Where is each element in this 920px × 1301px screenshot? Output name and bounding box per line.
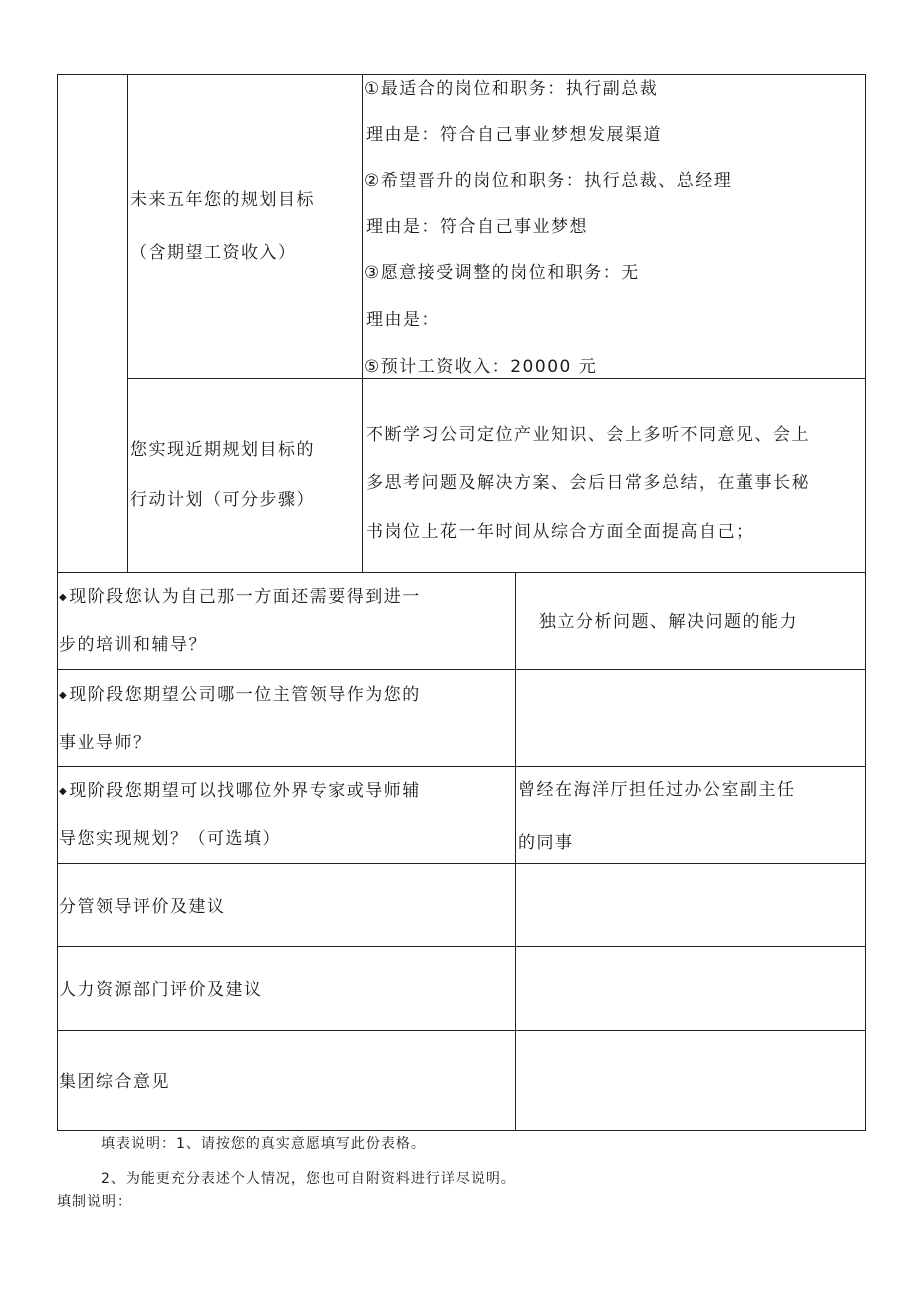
plan-line: 不断学习公司定位产业知识、会上多听不同意见、会上 [366, 425, 810, 445]
grid-line [57, 74, 58, 1131]
question-line: 事业导师？ [59, 733, 152, 753]
grid-line [865, 74, 866, 1131]
question-answer: 独立分析问题、解决问题的能力 [539, 612, 798, 632]
label-line: （含期望工资收入） [130, 243, 297, 263]
eval-label-hr: 人力资源部门评价及建议 [59, 980, 263, 1000]
grid-line [57, 766, 866, 767]
plan-line: 理由是：符合自己事业梦想发展渠道 [366, 125, 662, 145]
note-line: 填表说明：1、请按您的真实意愿填写此份表格。 [101, 1136, 426, 1152]
plan-line: ②希望晋升的岗位和职务：执行总裁、总经理 [364, 171, 733, 191]
question-answer: 曾经在海洋厅担任过办公室副主任 [518, 780, 796, 800]
plan-line: ⑤预计工资收入：20000 元 [364, 357, 598, 377]
question-answer: 的同事 [518, 833, 574, 853]
grid-line [57, 946, 866, 947]
diamond-bullet-icon: ◆ [59, 786, 69, 797]
question-line: ◆现阶段您期望公司哪一位主管领导作为您的 [59, 685, 421, 705]
grid-line [57, 669, 866, 670]
plan-line: ①最适合的岗位和职务：执行副总裁 [364, 79, 659, 99]
label-line: 您实现近期规划目标的 [130, 440, 315, 460]
grid-line [57, 863, 866, 864]
grid-line [57, 1130, 866, 1131]
grid-line [515, 572, 516, 1131]
grid-line [57, 74, 866, 75]
question-line: 导您实现规划？（可选填） [59, 829, 281, 849]
eval-label-supervisor: 分管领导评价及建议 [59, 897, 226, 917]
grid-line [57, 572, 866, 573]
grid-line [127, 74, 128, 573]
question-line: ◆现阶段您认为自己那一方面还需要得到进一 [59, 587, 421, 607]
label-line: 未来五年您的规划目标 [130, 190, 315, 210]
plan-line: 理由是：符合自己事业梦想 [366, 217, 588, 237]
grid-line [362, 74, 363, 573]
label-line: 行动计划（可分步骤） [130, 490, 315, 510]
grid-line [127, 378, 866, 379]
grid-line [57, 1030, 866, 1031]
diamond-bullet-icon: ◆ [59, 690, 69, 701]
plan-line: 多思考问题及解决方案、会后日常多总结，在董事长秘 [366, 473, 810, 493]
note-heading: 填制说明： [57, 1194, 132, 1210]
eval-label-group: 集团综合意见 [59, 1072, 170, 1092]
question-line: 步的培训和辅导？ [59, 635, 207, 655]
plan-line: ③愿意接受调整的岗位和职务：无 [364, 263, 640, 283]
question-line: ◆现阶段您期望可以找哪位外界专家或导师辅 [59, 781, 421, 801]
diamond-bullet-icon: ◆ [59, 592, 69, 603]
note-line: 2、为能更充分表述个人情况，您也可自附资料进行详尽说明。 [101, 1171, 516, 1187]
plan-line: 理由是： [366, 310, 440, 330]
plan-line: 书岗位上花一年时间从综合方面全面提高自己； [366, 522, 755, 542]
